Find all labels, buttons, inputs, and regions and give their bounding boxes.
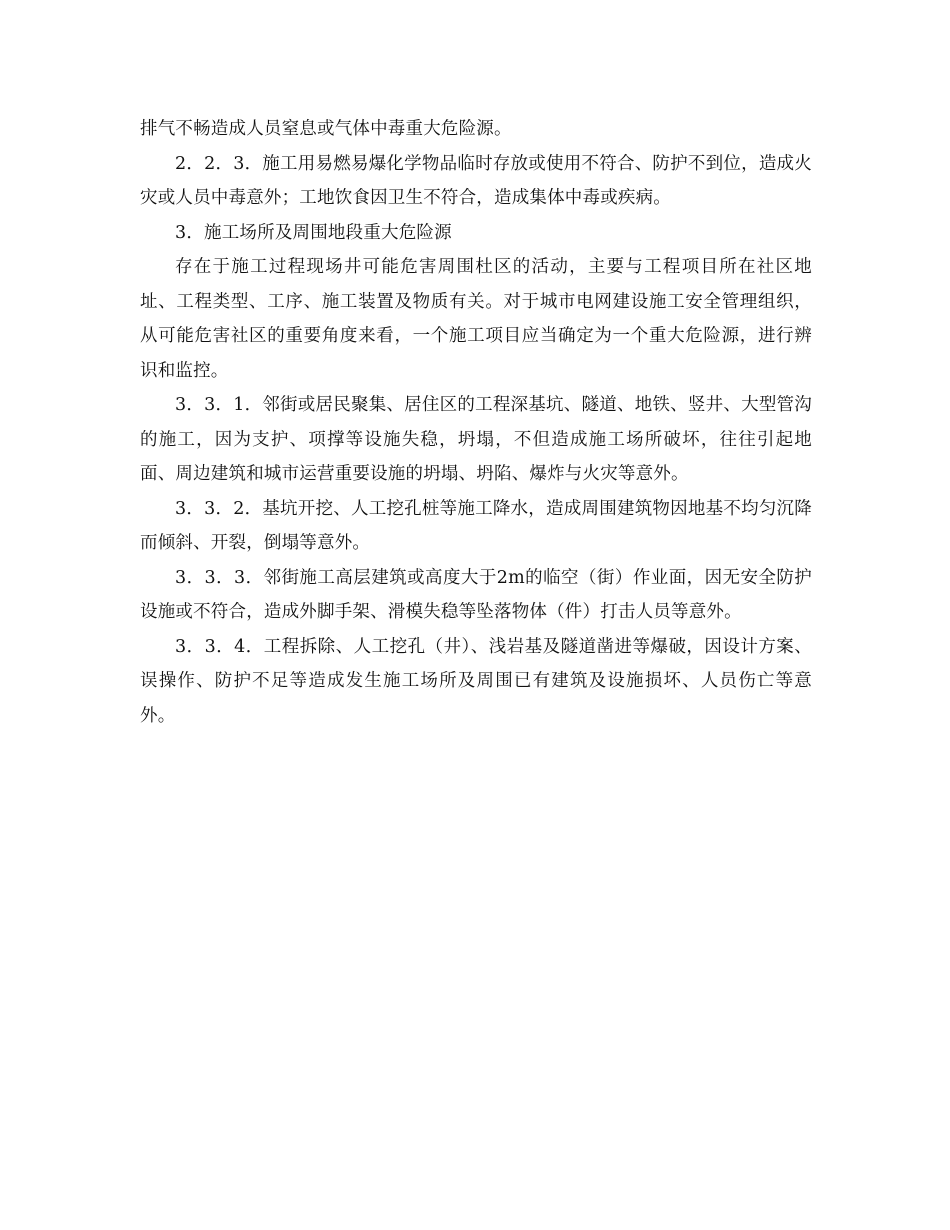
paragraph-continuation: 排气不畅造成人员窒息或气体中毒重大危险源。 — [140, 119, 512, 139]
paragraph-3-3-4: 3．3．4．工程拆除、人工挖孔（井）、浅岩基及隧道凿进等爆破，因设计方案、误操作、防护不足等造成发生施工场所及周围已有建筑及设施损坏、人员伤亡等意外。 — [140, 636, 812, 726]
section-heading-3: 3．施工场所及周围地段重大危险源 — [175, 222, 452, 243]
document-body — [140, 112, 812, 733]
paragraph-section-3-intro: 存在于施工过程现场井可能危害周围杜区的活动，主要与工程项目所在社区地址、工程类型、工序、施工装置及物质有关。对于城市电网建设施工安全管理组织，从可能危害社区的重要角度来看，一个施工项目应当确定为一个重大危险源，进行辨识和监控。 — [140, 257, 812, 381]
paragraph-3-3-2: 3．3．2．基坑开挖、人工挖孔桩等施工降水，造成周围建筑物因地基不均匀沉降而倾斜、开裂，倒塌等意外。 — [140, 498, 812, 553]
paragraph-3-3-1: 3．3．1．邻街或居民聚集、居住区的工程深基坑、隧道、地铁、竖井、大型管沟的施工，因为支护、项撑等设施失稳，坍塌，不但造成施工场所破坏，往往引起地面、周边建筑和城市运营重要设施的坍塌、坍陷、爆炸与火灾等意外。 — [140, 395, 812, 484]
paragraph-2-2-3: 2．2．3．施工用易燃易爆化学物品临时存放或使用不符合、防护不到位，造成火灾或人员中毒意外；工地饮食因卫生不符合，造成集体中毒或疾病。 — [140, 153, 812, 208]
paragraph-3-3-3: 3．3．3．邻街施工高层建筑或高度大于2m的临空（街）作业面，因无安全防护设施或不符合，造成外脚手架、滑模失稳等坠落物体（件）打击人员等意外。 — [140, 567, 812, 622]
